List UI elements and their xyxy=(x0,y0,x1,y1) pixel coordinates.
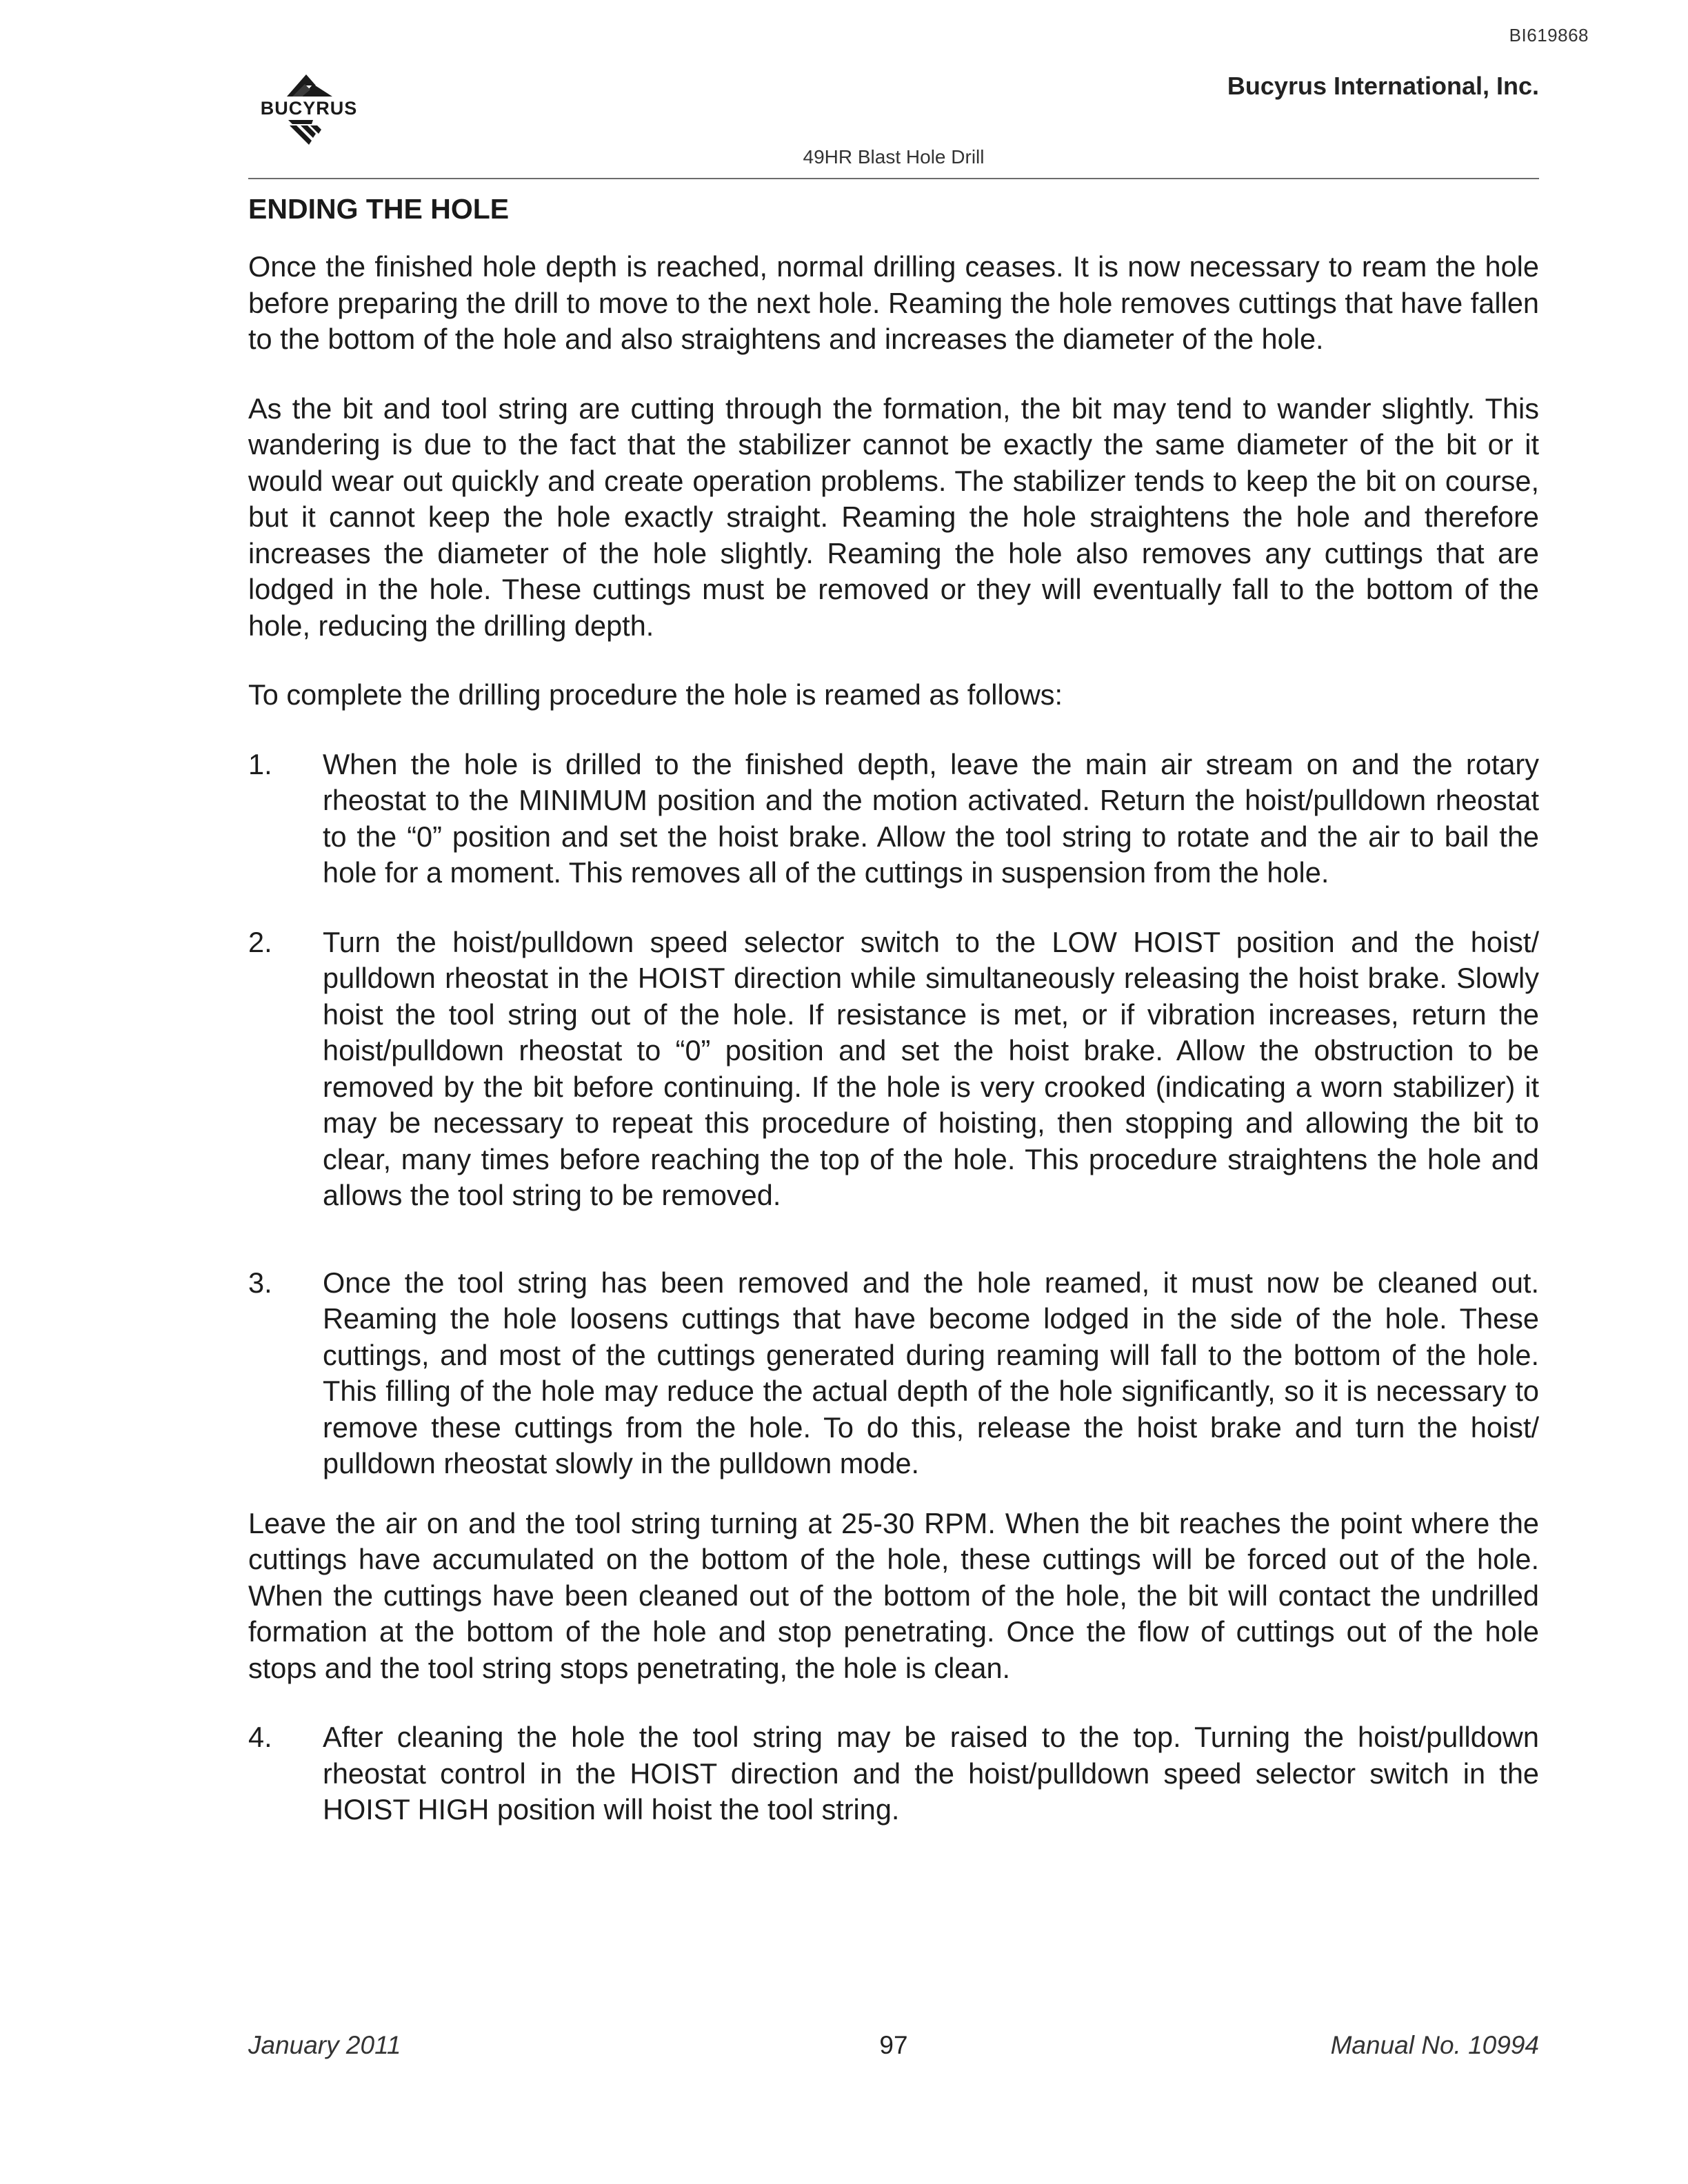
step-text: Turn the hoist/pulldown speed selector switch to the LOW HOIST position and the hoist/ pulldown rheostat in the HOIST direction while simultaneously releasing the hoist brake. Slowly hoist the tool string out of the hole. If resistance is met, or if vibration increases, return the hoist/pulldown rheostat to “0” position and set the hoist brake. Allow the obstruction to be removed by the bit before continuing. If the hole is very crooked (indicating a worn stabilizer) it may be necessary to repeat this procedure of hoisting, then stopping and allowing the bit to clear, many times before reaching the top of the hole. This procedure straightens the hole and allows the tool string to be removed. xyxy=(323,925,1539,1211)
bucyrus-logo-icon xyxy=(247,69,371,152)
bucyrus-logo xyxy=(247,69,371,152)
footer-date: January 2011 xyxy=(248,2031,401,2059)
step-text: After cleaning the hole the tool string may be raised to the top. Turning the hoist/pulldown rheostat control in the HOIST direction and the hoist/pulldown speed selector switch in the HOIST HIGH position will hoist the tool string. xyxy=(323,1721,1539,1826)
section-title: ENDING THE HOLE xyxy=(248,193,510,225)
step-number: 4. xyxy=(248,1721,272,1753)
procedure-intro: To complete the drilling procedure the hole is reamed as follows: xyxy=(248,678,1063,711)
intro-paragraph: Once the finished hole depth is reached, normal drilling ceases. It is now necessary to ream the hole before preparing the drill to move to the next hole. Reaming the hole removes cuttings that have fallen to the bottom of the hole and also straightens and increases the diameter of the hole. xyxy=(248,250,1539,355)
step-number: 3. xyxy=(248,1266,272,1299)
page-number: 97 xyxy=(879,2031,908,2059)
list-item xyxy=(248,747,1539,891)
list-item xyxy=(248,924,1539,1214)
document-subtitle: 49HR Blast Hole Drill xyxy=(803,146,985,168)
list-item xyxy=(248,1719,1539,1828)
page-footer xyxy=(248,2031,1539,2065)
company-name: Bucyrus International, Inc. xyxy=(1227,72,1539,100)
list-item xyxy=(248,1265,1539,1482)
step-text: Once the tool string has been removed and the hole reamed, it must now be cleaned out. Reaming the hole loosens cuttings that have become lodged in the side of the hole. These cuttings, and most of the cuttings generated during reaming will fall to the bottom of the hole. This filling of the hole may reduce the actual depth of the hole significantly, so it is necessary to remove these cuttings from the hole. To do this, release the hoist brake and turn the hoist/ pulldown rheostat slowly in the pulldown mode. xyxy=(323,1266,1539,1479)
step-number: 2. xyxy=(248,925,272,958)
document-id: BI619868 xyxy=(1509,25,1589,46)
header-divider xyxy=(248,178,1539,179)
step-text: When the hole is drilled to the finished depth, leave the main air stream on and the rotary rheostat to the MINIMUM position and the motion activated. Return the hoist/pulldown rheostat to the “0” position and set the hoist brake. Allow the tool string to rotate and the air to bail the hole for a moment. This removes all of the cuttings in suspension from the hole. xyxy=(323,747,1539,889)
step-number: 1. xyxy=(248,747,272,780)
cleaning-paragraph: Leave the air on and the tool string turning at 25-30 RPM. When the bit reaches the point where the cuttings have accumulated on the bottom of the hole, these cuttings will be forced out of the hole. When the cuttings have been cleaned out of the bottom of the hole, the bit will contact the undrilled formation at the bottom of the hole and stop penetrating. Once the flow of cuttings out of the hole stops and the tool string stops penetrating, the hole is clean. xyxy=(248,1506,1539,1684)
page-content xyxy=(248,193,1539,1861)
manual-number: Manual No. 10994 xyxy=(1330,2031,1539,2059)
logo-wordmark: BUCYRUS xyxy=(260,98,358,119)
wander-paragraph: As the bit and tool string are cutting through the formation, the bit may tend to wander slightly. This wandering is due to the fact that the stabilizer cannot be exactly the same diameter of the bit or it would wear out quickly and create operation problems. The stabilizer tends to keep the bit on course, but it cannot keep the hole exactly straight. Reaming the hole straightens the hole and therefore increases the diameter of the hole slightly. Reaming the hole also removes any cuttings that are lodged in the hole. These cuttings must be removed or they will eventually fall to the bottom of the hole, reducing the drilling depth. xyxy=(248,392,1539,642)
